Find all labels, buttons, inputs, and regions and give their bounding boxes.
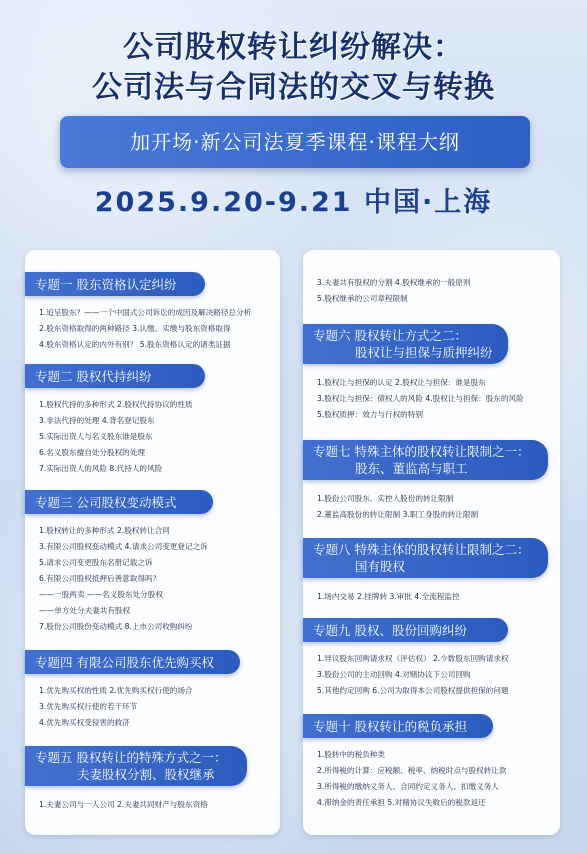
list-item: 5.其他约定回购 6.公司为取得本公司股权提供担保的问题 (317, 686, 509, 695)
topic-2-title: 专题二 股权代持纠纷 (35, 368, 152, 384)
list-item: 1.夫妻公司与一人公司 2.夫妻共同财产与股东资格 (39, 800, 208, 809)
topic-6-title-line2: 股权让与担保与质押纠纷 (355, 345, 493, 360)
topic-7-header (303, 440, 548, 480)
topic-4-title: 专题四 有限公司股东优先购买权 (35, 654, 214, 670)
list-item: 1.追呈股东？——一个中国式公司诉讼的成因及解决路径总分析 (39, 308, 252, 317)
topic-8-title-line2: 国有股权 (355, 559, 406, 574)
list-item: 2.董监高股份的转让限制 3.职工身股的转让限制 (317, 510, 479, 519)
list-item: 1.股转中的税负种类 (317, 750, 385, 759)
topic-8-header (303, 538, 548, 578)
topic-8-title-line1: 专题八 特殊主体的股权转让限制之二： (313, 542, 530, 557)
list-item: 1.股权转让的多种形式 2.股权转让合同 (39, 526, 170, 535)
topic-5-title-line2: 夫妻股权分割、股权继承 (77, 767, 215, 782)
list-item: 1.股份公司股东、实控人股份的转让限制 (317, 494, 454, 503)
topic-4-header (25, 650, 240, 674)
list-item: 7.实际出资人的风险 8.代持人的风险 (39, 464, 163, 473)
list-item: 1.异议股东回购请求权（评估权） 2.少数股东回购请求权 (317, 654, 509, 663)
list-item: 7.股份公司股份变动模式 8.上市公司收购纠纷 (39, 622, 193, 631)
topic-1-title: 专题一 股东资格认定纠纷 (35, 276, 177, 292)
list-item: 3.夫妻共有股权的分割 4.股权继承的一般原则 (317, 278, 471, 287)
list-item: 3.股权让与担保：债权人的风险 4.股权让与担保：股东的风险 (317, 394, 524, 403)
topic-3-title: 专题三 公司股权变动模式 (35, 494, 177, 510)
list-item: 3.非法代持的处理 4.背名登记股东 (39, 416, 155, 425)
topic-9-header (303, 618, 508, 642)
topic-10-header (303, 714, 493, 738)
list-item: 1.场内交易 2.挂牌转 3.审批 4.全流程监控 (317, 592, 460, 601)
list-item: 1.优先购买权的性质 2.优先购买权行使的场合 (39, 686, 193, 695)
list-item: 2.股东资格取得的两种路径 3.认缴、实缴与股东资格取得 (39, 324, 231, 333)
topic-2-header (25, 364, 205, 388)
list-item: 5.实际出资人与名义股东谁是股东 (39, 432, 153, 441)
list-item: 5.股权继承的公司章程限制 (317, 294, 408, 303)
list-item: ——一股两卖 ——名义股东处分股权 (39, 590, 163, 599)
list-item: 4.滞纳金的责任承担 5.对赌协议失败后的税款返还 (317, 798, 486, 807)
topic-7-title-line2: 股东、董监高与职工 (355, 461, 468, 476)
page-title-line1: 公司股权转让纠纷解决： (123, 30, 464, 65)
topic-1-header (25, 272, 205, 296)
list-item: 2.所得税的计算：应税额、税率、纳税时点与股权转让款 (317, 766, 507, 775)
course-banner: 加开场·新公司法夏季课程·课程大纲 (60, 116, 530, 168)
list-item: 3.所得税的缴纳义务人、合同约定义务人、扣缴义务人 (317, 782, 499, 791)
topic-9-title: 专题九 股权、股份回购纠纷 (313, 622, 467, 638)
list-item: 5.股权质押：效力与行权的特别 (317, 410, 423, 419)
list-item: 3.有限公司股权变动模式 4.请求公司变更登记之诉 (39, 542, 208, 551)
topic-6-header (303, 324, 508, 364)
list-item: ——单方处分夫妻共有股权 (39, 606, 131, 615)
list-item: 1.股权让与担保的认定 2.股权让与担保：谁是股东 (317, 378, 486, 387)
list-item: 1.股权代持的多种形式 2.股权代持协议的性质 (39, 400, 193, 409)
topic-5-header (25, 746, 247, 786)
topic-3-header (25, 490, 213, 514)
list-item: 5.请求公司变更股东名册记载之诉 (39, 558, 153, 567)
list-item: 4.优先购买权受侵害的救济 (39, 718, 130, 727)
topic-6-title-line1: 专题六 股权转让方式之二： (313, 328, 467, 343)
topic-5-title-line1: 专题五 股权转让的特殊方式之一： (35, 750, 227, 765)
topic-10-title: 专题十 股权转让的税负承担 (313, 718, 467, 734)
list-item: 3.优先购买权行使的若干环节 (39, 702, 138, 711)
right-outline-card (303, 250, 560, 835)
list-item: 6.有限公司股权抵押后善意取得吗？ (39, 574, 161, 583)
list-item: 4.股东资格认定的内外有别？ 5.股东资格认定的诸类证据 (39, 340, 231, 349)
list-item: 6.名义股东擅自处分股权的处理 (39, 448, 145, 457)
topic-7-title-line1: 专题七 特殊主体的股权转让限制之一： (313, 444, 530, 459)
list-item: 3.股份公司的主动回购 4.对赌协议下公司回购 (317, 670, 471, 679)
page-title-line2: 公司法与合同法的交叉与转换 (92, 70, 495, 105)
event-date-location: 2025.9.20-9.21 中国·上海 (94, 187, 493, 218)
left-outline-card (25, 250, 280, 835)
